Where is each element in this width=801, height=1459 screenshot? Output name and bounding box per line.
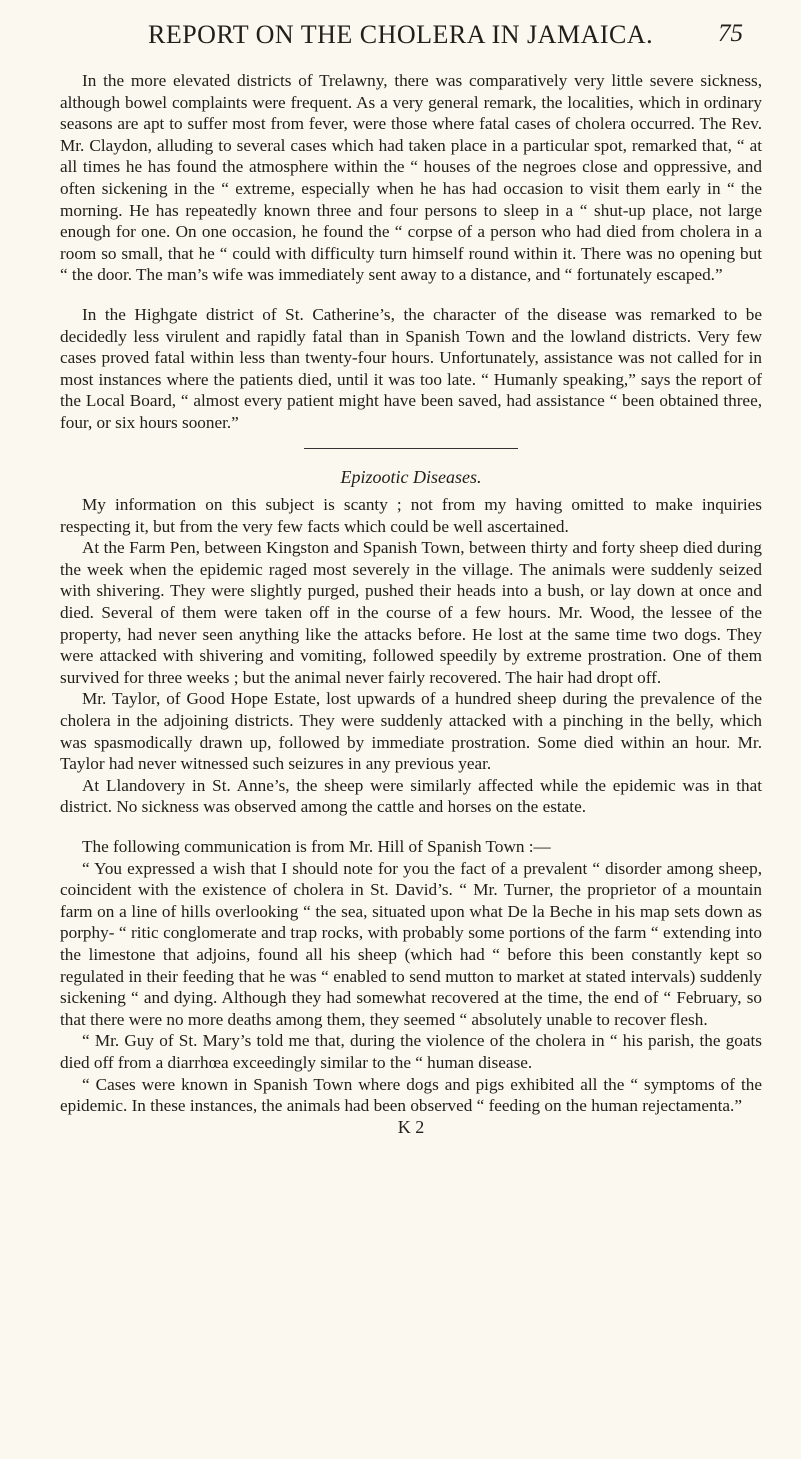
page-header <box>0 20 801 56</box>
paragraph: My information on this subject is scanty ; not from my having omitted to make inquiries respecting it, but from the very few facts which could be well ascertained. <box>60 495 762 536</box>
paragraph: Mr. Taylor, of Good Hope Estate, lost upwards of a hundred sheep during the prevalence of the cholera in the adjoining districts. They were suddenly attacked with a pinching in the belly, which was spasmodically drawn up, followed by immediate prostration. Some died within an hour. Mr. Taylor had never witnessed such seizures in any previous year. <box>60 689 762 774</box>
paragraph: In the more elevated districts of Trelawny, there was comparatively very little severe sickness, although bowel complaints were frequent. As a very general remark, the localities, which in ordinary seasons are apt to suffer most from fever, were those where fatal cases of cholera occurred. The Rev. Mr. Claydon, alluding to several cases which had taken place in a particular spot, remarked that, “ at all times he has found the atmosphere within the “ houses of the negroes close and oppressive, and often sickening in the “ extreme, especially when he has had occasion to visit them early in “ the morning. He has repeatedly known three and four persons to sleep in a “ shut-up place, not large enough for one. On one occasion, he found the “ corpse of a person who had died from cholera in a room so small, that he “ could with difficulty turn himself round within it. There was no opening but “ the door. The man’s wife was immediately sent away to a distance, and “ fortunately escaped.” <box>60 71 762 285</box>
quoted-paragraph: “ Mr. Guy of St. Mary’s told me that, during the violence of the cholera in “ his parish, the goats died off from a diarrhœa exceedingly similar to the “ human disease. <box>60 1031 762 1072</box>
section-heading: Epizootic Diseases. <box>340 466 482 487</box>
section-divider <box>304 448 518 449</box>
page-body <box>60 70 762 1138</box>
quoted-paragraph: “ You expressed a wish that I should note for you the fact of a prevalent “ disorder among sheep, coincident with the existence of cholera in St. David’s. “ Mr. Turner, the proprietor of a mountain farm on a line of hills overlooking “ the sea, situated upon what De la Beche in his map sets down as porphy- “ ritic conglomerate and trap rocks, with probably some portions of the farm “ extending into the limestone that adjoins, found all his sheep (which had “ before this been constantly kept so regulated in their feeding that he was “ enabled to send mutton to market at stated intervals) suddenly sickening “ and dying. Although they had somewhat recovered at the time, the end of “ February, so that there were no more deaths among them, they seemed “ absolutely unable to recover flesh. <box>60 858 762 1029</box>
signature-mark: K 2 <box>397 1116 425 1137</box>
quoted-paragraph: “ Cases were known in Spanish Town where dogs and pigs exhibited all the “ symptoms of the epidemic. In these instances, the animals had been observed “ feeding on the human rejectamenta.” <box>60 1074 762 1116</box>
paragraph: The following communication is from Mr. Hill of Spanish Town :— <box>82 837 551 856</box>
paragraph: In the Highgate district of St. Catherine’s, the character of the disease was remarked to be decidedly less virulent and rapidly fatal than in Spanish Town and the lowland districts. Very few cases proved fatal within less than twenty-four hours. Unfortunately, assistance was not called for in most instances where the patients died, until it was too late. “ Humanly speaking,” says the report of the Local Board, “ almost every patient might have been saved, had assistance “ been obtained three, four, or six hours sooner.” <box>60 304 762 432</box>
page-number: 75 <box>718 20 743 47</box>
paragraph: At the Farm Pen, between Kingston and Spanish Town, between thirty and forty sheep died during the week when the epidemic raged most severely in the village. The animals were suddenly seized with shivering. They were slightly purged, pushed their heads into a bush, or lay down at once and died. Several of them were taken off in the course of a few hours. Mr. Wood, the lessee of the property, had never seen anything like the attacks before. He lost at the same time two dogs. They were attacked with shivering and vomiting, followed speedily by extreme prostration. One of them survived for three weeks ; but the animal never fairly recovered. The hair had dropt off. <box>60 538 762 687</box>
paragraph: At Llandovery in St. Anne’s, the sheep were similarly affected while the epidemic was in that district. No sickness was observed among the cattle and horses on the estate. <box>60 775 762 817</box>
running-title: REPORT ON THE CHOLERA IN JAMAICA. <box>148 20 654 49</box>
